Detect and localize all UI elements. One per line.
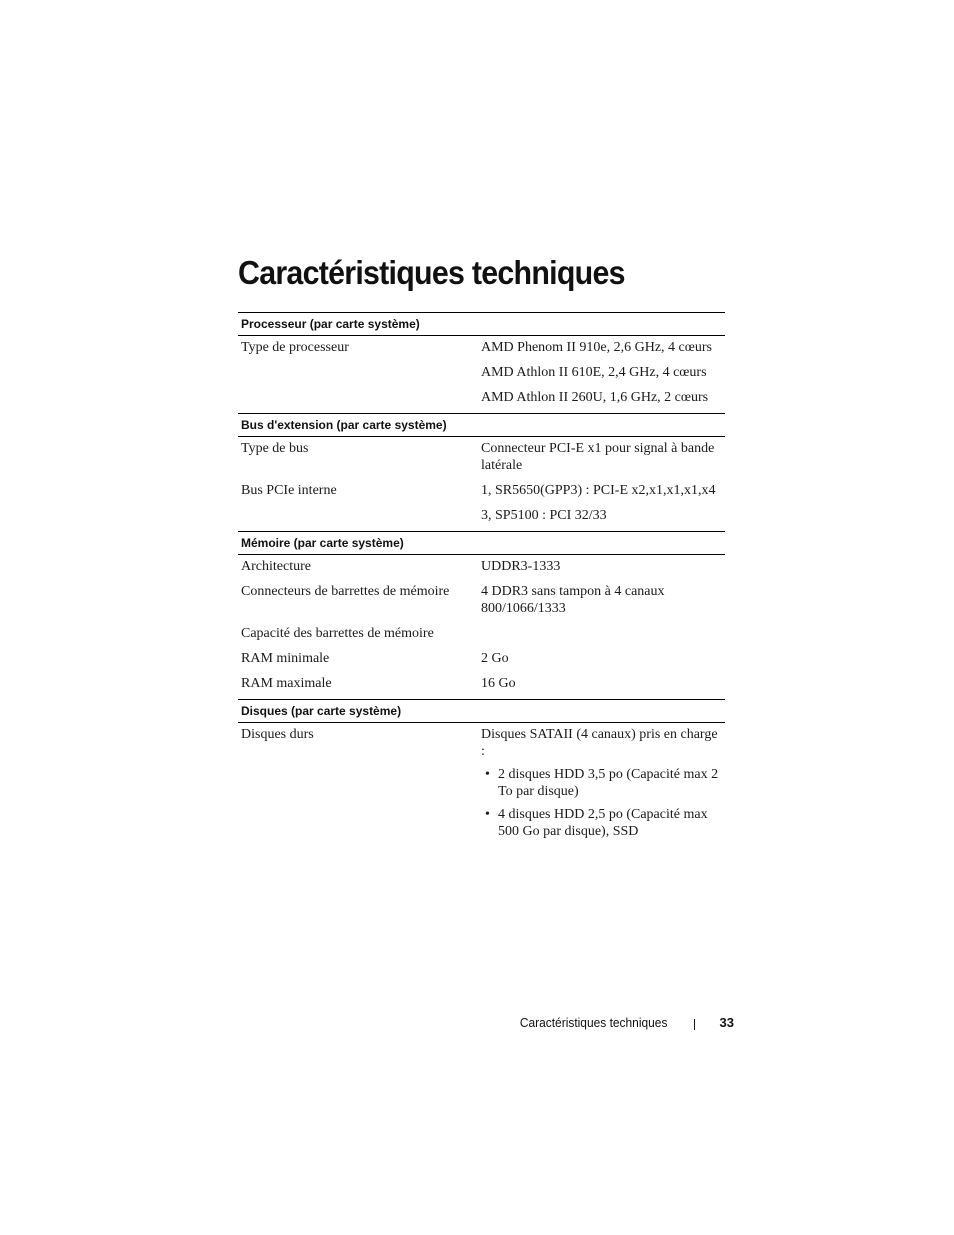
row-value: 3, SP5100 : PCI 32/33 bbox=[481, 508, 607, 523]
row-label: Connecteurs de barrettes de mémoire bbox=[241, 584, 450, 599]
row-value: 1, SR5650(GPP3) : PCI-E x2,x1,x1,x1,x4 bbox=[481, 483, 716, 498]
table-row bbox=[238, 583, 725, 617]
list-item bbox=[481, 766, 721, 800]
table-row bbox=[238, 558, 725, 575]
row-label: RAM maximale bbox=[241, 676, 332, 691]
table-row bbox=[238, 507, 725, 524]
section-body bbox=[238, 336, 725, 413]
page-number: 33 bbox=[719, 1015, 734, 1030]
table-row bbox=[238, 726, 725, 846]
row-value: 4 DDR3 sans tampon à 4 canaux 800/1066/1333 bbox=[481, 584, 665, 616]
section-header: Disques (par carte système) bbox=[238, 699, 725, 723]
page-title: Caractéristiques techniques bbox=[238, 254, 625, 291]
section-body bbox=[238, 723, 725, 853]
footer-title: Caractéristiques techniques bbox=[519, 1015, 668, 1030]
row-label: Type de bus bbox=[241, 441, 309, 456]
row-value: AMD Athlon II 260U, 1,6 GHz, 2 cœurs bbox=[481, 390, 709, 405]
row-label: Architecture bbox=[241, 559, 311, 574]
section-processor bbox=[238, 312, 725, 413]
section-body bbox=[238, 555, 725, 699]
bullet-list bbox=[481, 766, 721, 840]
table-row bbox=[238, 364, 725, 381]
table-row bbox=[238, 675, 725, 692]
row-value: Connecteur PCI-E x1 pour signal à bande latérale bbox=[481, 441, 715, 473]
section-header: Processeur (par carte système) bbox=[238, 312, 725, 336]
table-row bbox=[238, 482, 725, 499]
row-label: Disques durs bbox=[241, 727, 314, 742]
row-value: AMD Athlon II 610E, 2,4 GHz, 4 cœurs bbox=[481, 365, 707, 380]
footer-separator bbox=[694, 1019, 695, 1030]
bullet-icon: • bbox=[485, 807, 490, 822]
row-label: Type de processeur bbox=[241, 340, 349, 355]
section-drives bbox=[238, 699, 725, 853]
section-expansion-bus bbox=[238, 413, 725, 531]
table-row bbox=[238, 389, 725, 406]
list-item-text: 4 disques HDD 2,5 po (Capacité max 500 Go par disque), SSD bbox=[498, 807, 708, 839]
row-value: 16 Go bbox=[481, 676, 516, 691]
list-item-text: 2 disques HDD 3,5 po (Capacité max 2 To par disque) bbox=[498, 767, 719, 799]
row-value: 2 Go bbox=[481, 651, 509, 666]
row-value-text: Disques SATAII (4 canaux) pris en charge : bbox=[481, 727, 718, 759]
spec-table bbox=[238, 312, 725, 853]
table-row bbox=[238, 440, 725, 474]
section-header: Mémoire (par carte système) bbox=[238, 531, 725, 555]
page-footer bbox=[507, 1015, 734, 1030]
bullet-icon: • bbox=[485, 767, 490, 782]
row-value: AMD Phenom II 910e, 2,6 GHz, 4 cœurs bbox=[481, 340, 712, 355]
row-label: Capacité des barrettes de mémoire bbox=[241, 626, 434, 641]
row-value: UDDR3-1333 bbox=[481, 559, 561, 574]
row-label: RAM minimale bbox=[241, 651, 330, 666]
section-header: Bus d'extension (par carte système) bbox=[238, 413, 725, 437]
section-memory bbox=[238, 531, 725, 699]
row-label: Bus PCIe interne bbox=[241, 483, 337, 498]
section-body bbox=[238, 437, 725, 531]
table-row bbox=[238, 339, 725, 356]
table-row bbox=[238, 625, 725, 642]
list-item bbox=[481, 806, 721, 840]
table-row bbox=[238, 650, 725, 667]
row-value bbox=[481, 726, 725, 846]
